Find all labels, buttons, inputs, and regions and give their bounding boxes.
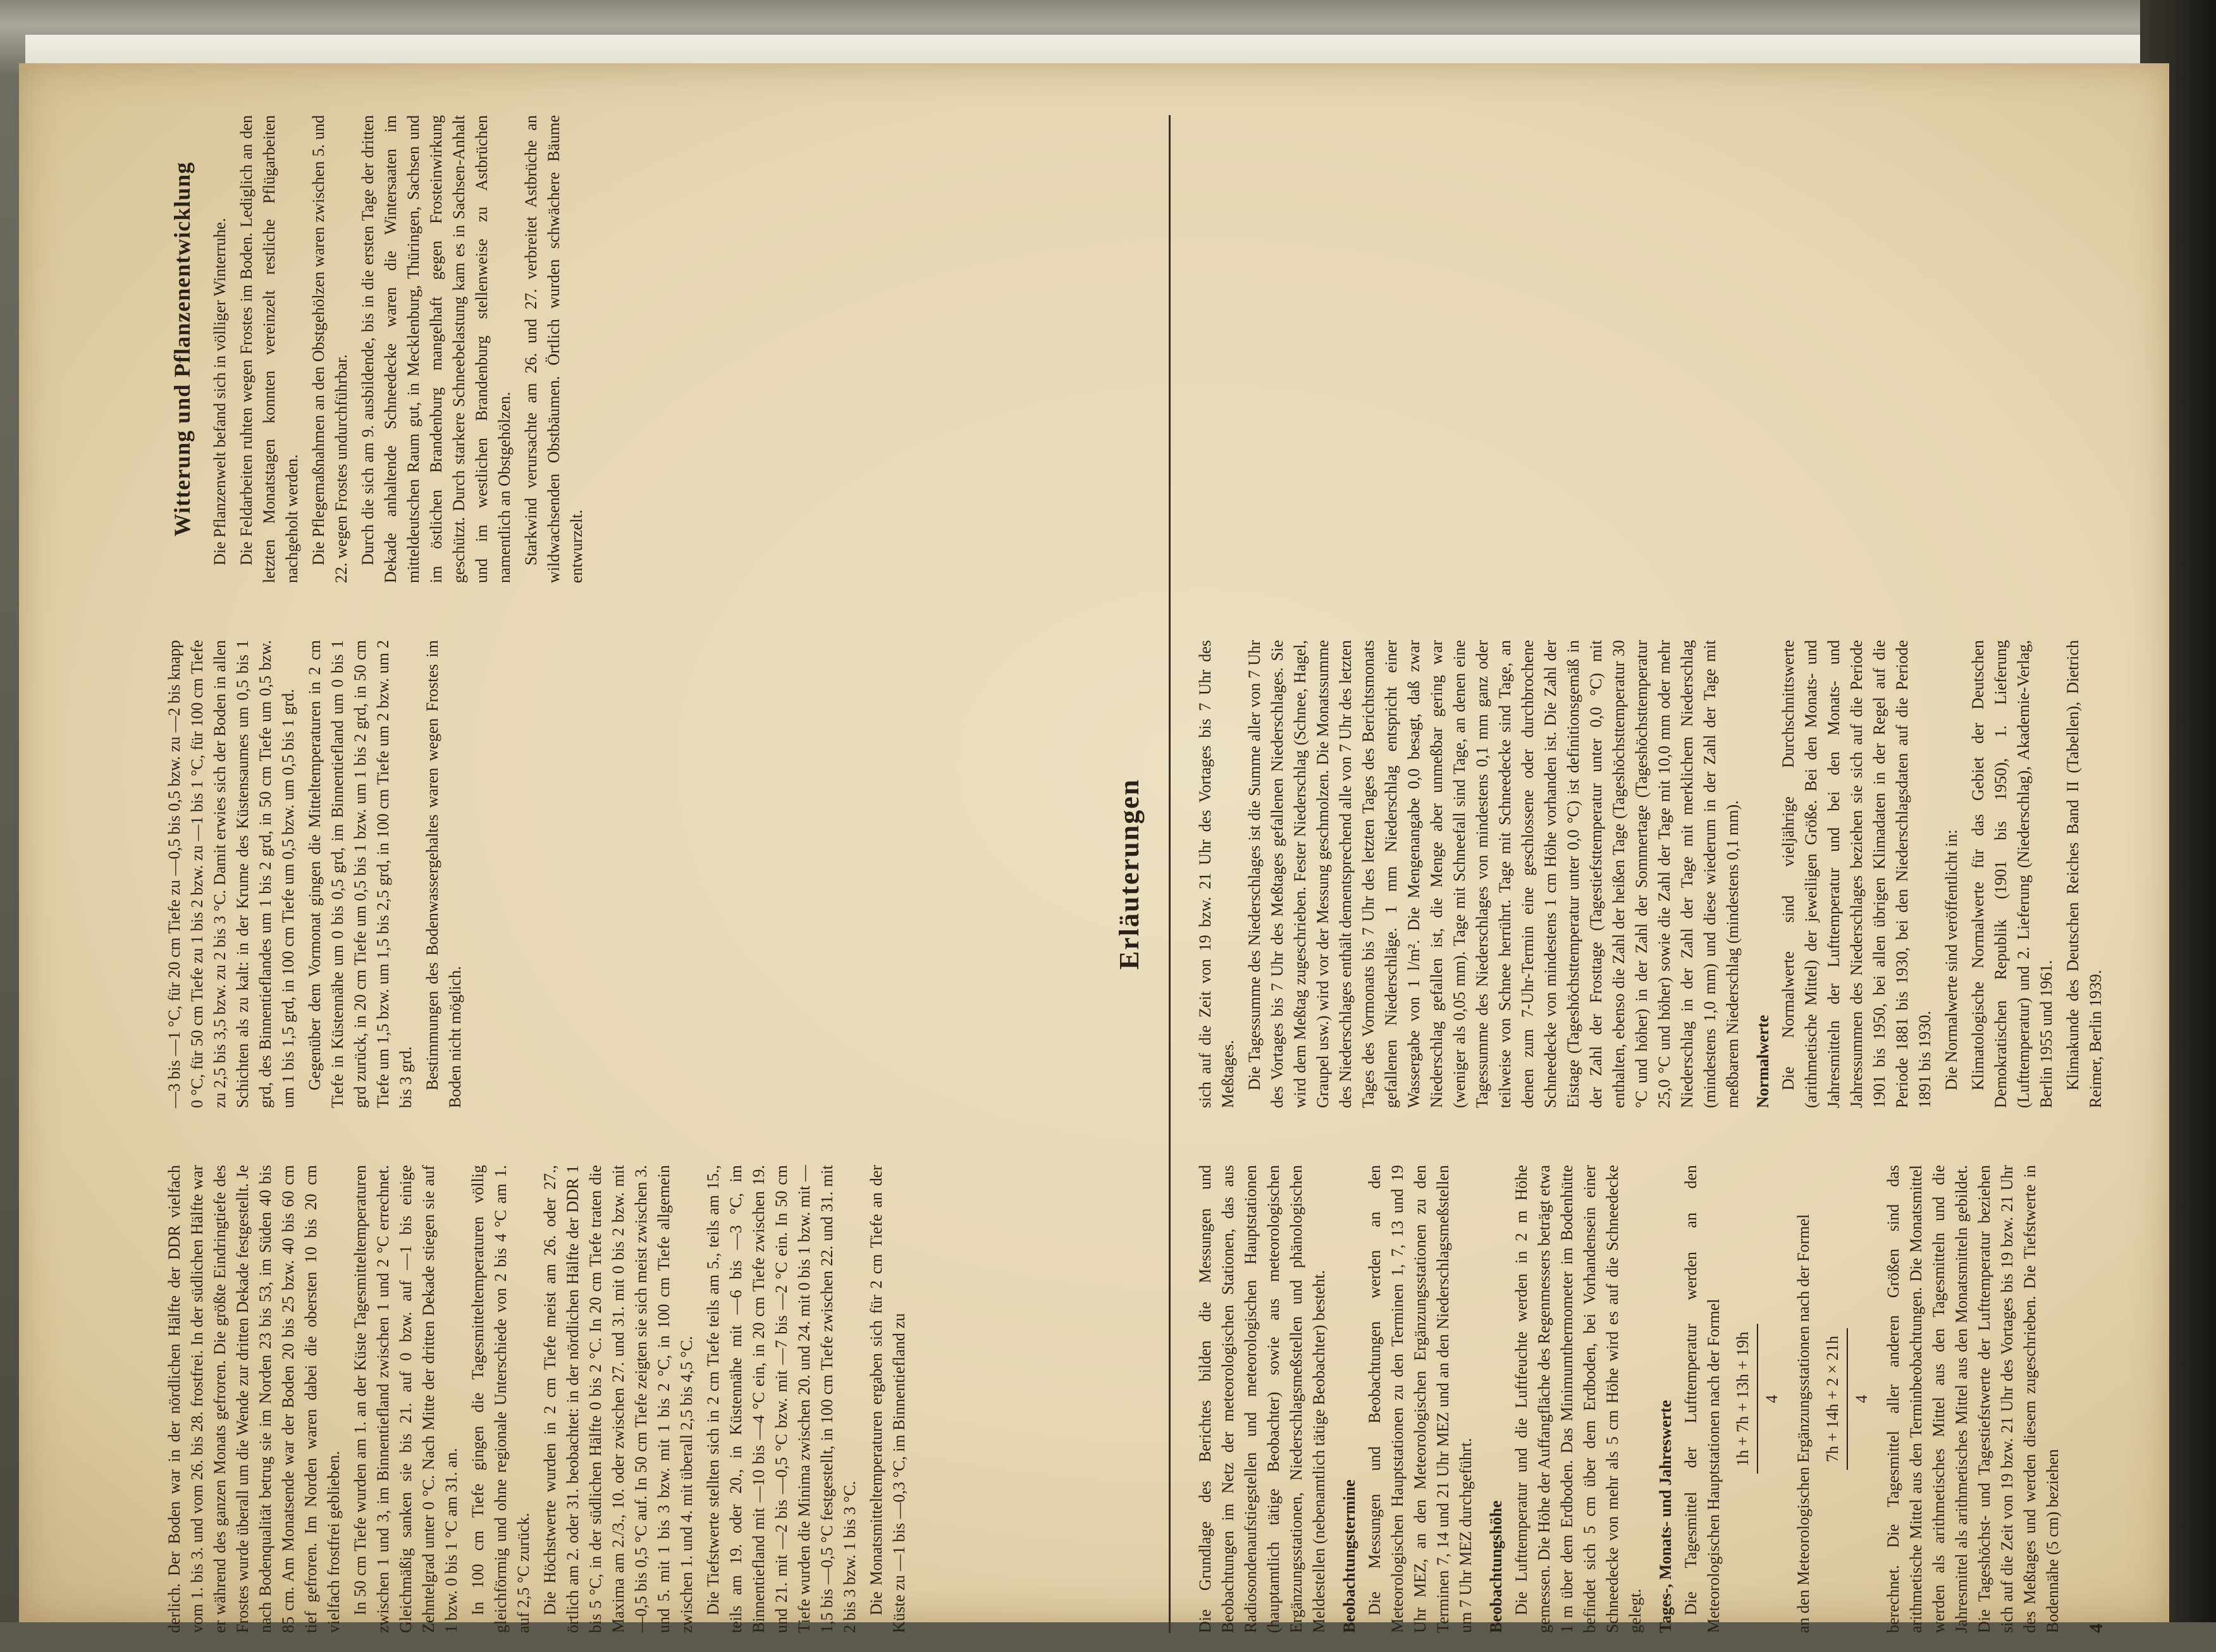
formula-ergaenzungsstationen	[1821, 1165, 1873, 1633]
page-title: Erläuterungen	[1114, 778, 1145, 970]
fraction-numerator: 1h + 7h + 13h + 19h	[1732, 1324, 1758, 1474]
section-divider	[1169, 115, 1171, 1633]
page-number: 4	[2086, 1624, 2107, 1633]
paragraph: Die Höchstwerte wurden in 2 cm Tiefe meist am 26. oder 27., örtlich am 2. oder 31. beobachtet: in der nördlichen Hälfte der DDR 1 bis 5 °C, in der südlichen Hälfte 0 bis 2 °C. In 20 cm Tiefe traten die Maxima am 2./3., 10. oder zwischen 27. und 31. mit 0 bis 2 bzw. mit —0,5 bis 0,5 °C auf. In 50 cm Tiefe zeigten sie sich meist zwischen 3. und 5. mit 1 bis 3 bzw. mit 1 bis 2 °C, in 100 cm Tiefe allgemein zwischen 1. und 4. mit überall 2,5 bis 4,5 °C.	[541, 1165, 696, 1633]
paragraph: Die Normalwerte sind vieljährige Durchschnittswerte (arithmetische Mittel) der jeweiligen Größe. Bei den Monats- und Jahresmitteln der Lufttemperatur und bei den Monats- und Jahressummen des Niederschlages beziehen sie sich auf die Periode 1901 bis 1950, bei allen übrigen Klimadaten in der Regel auf die Periode 1881 bis 1930, bei den Niederschlagsdaten auf die Periode 1891 bis 1930.	[1779, 640, 1934, 1108]
paragraph: berechnet. Die Tagesmittel aller anderen Größen sind das arithmetische Mittel aus den Terminbeobachtungen. Die Monatsmittel werden als arithmetisches Mittel aus den Tagesmitteln und die Jahresmittel als arithmetisches Mittel aus den Monatsmitteln gebildet. Die Tageshöchst- und Tagestiefstwerte der Lufttemperatur beziehen sich auf die Zeit von 19 bzw. 21 Uhr des Vortages bis 19 bzw. 21 Uhr des Meßtages und werden diesem zugeschrieben. Die Tiefstwerte in Bodennähe (5 cm) beziehen	[1884, 1165, 2062, 1633]
paragraph: Die Pflegemaßnahmen an den Obstgehölzen waren zwischen 5. und 22. wegen Frostes undurchführbar.	[309, 115, 350, 583]
rotated-page	[68, 96, 2155, 1652]
fraction-numerator: 7h + 14h + 2 × 21h	[1821, 1328, 1848, 1470]
lower-column-1	[1194, 1165, 2068, 1633]
paragraph: Bestimmungen des Bodenwassergehaltes waren wegen Frostes im Boden nicht möglich.	[423, 640, 464, 1108]
paragraph: Durch die sich am 9. ausbildende, bis in die ersten Tage der dritten Dekade anhaltende Schneedecke waren die Wintersaaten im mitteldeutschen Raum gut, in Mecklenburg, Thüringen, Sachsen und im östlichen Brandenburg mangelhaft gegen Frosteinwirkung geschützt. Durch starkere Schneebelastung kam es in Sachsen-Anhalt und im westlichen Brandenburg stellenweise zu Astbrüchen namentlich an Obstgehölzen.	[359, 115, 514, 583]
paragraph: Die Grundlage des Berichtes bilden die Messungen und Beobachtungen im Netz der meteorologischen Stationen, das aus Radiosondenaufstiegstellen und meteorologischen Hauptstationen (hauptamtlich tätige Beobachter) sowie aus meteorologischen Ergänzungsstationen, Niederschlagsmeßstellen und phänologischen Meldestellen (nebenamtlich tätige Beobachter) besteht.	[1196, 1165, 1328, 1633]
paragraph: In 50 cm Tiefe wurden am 1. an der Küste Tagesmitteltemperaturen zwischen 1 und 3, im Binnentiefland zwischen 1 und 2 °C errechnet. Gleichmäßig sanken sie bis 21. auf 0 bzw. auf —1 bis einige Zehntelgrad unter 0 °C. Nach Mitte der dritten Dekade stiegen sie auf 1 bzw. 0 bis 1 °C am 31. an.	[351, 1165, 460, 1633]
upper-column-3	[163, 115, 592, 583]
paragraph: Die Monatsmitteltemperaturen ergaben sich für 2 cm Tiefe an der Küste zu —1 bis —0,3 °C, im Binnentiefland zu	[867, 1165, 908, 1633]
paragraph: —3 bis —1 °C, für 20 cm Tiefe zu —0,5 bis 0,5 bzw. zu —2 bis knapp 0 °C, für 50 cm Tiefe zu 1 bis 2 bzw. zu —1 bis 1 °C, für 100 cm Tiefe zu 2,5 bis 3,5 bzw. zu 2 bis 3 °C. Damit erwies sich der Boden in allen Schichten als zu kalt: in der Krume des Küstensaumes um 0,5 bis 1 grd, des Binnentieflandes um 1 bis 2 grd, in 50 cm Tiefe um 0,5 bzw. um 1 bis 1,5 grd, in 100 cm Tiefe um 0,5 bzw. um 0,5 bis 1 grd.	[165, 640, 297, 1108]
paragraph: derlich. Der Boden war in der nördlichen Hälfte der DDR vielfach vom 1. bis 3. und vom 26. bis 28. frostfrei. In der südlichen Hälfte war er während des ganzen Monats gefroren. Die größte Eindringtiefe des Frostes wurde überall um die Wende zur dritten Dekade festgestellt. Je nach Bodenqualität betrug sie im Norden 23 bis 53, im Süden 40 bis 85 cm. Am Monatsende war der Boden 20 bis 25 bzw. 40 bis 60 cm tief gefroren. Im Norden waren dabei die obersten 10 bis 20 cm vielfach frostfrei geblieben.	[165, 1165, 343, 1633]
paragraph: Die Lufttemperatur und die Luftfeuchte werden in 2 m Höhe gemessen. Die Höhe der Auffangfläche des Regenmessers beträgt etwa 1 m über dem Erdboden. Das Minimumthermometer im Bodenhütte befindet sich 5 cm über dem Erdboden, bei Vorhandensein einer Schneedecke von mehr als 5 cm Höhe wird es auf die Schneedecke gelegt.	[1512, 1165, 1644, 1633]
paragraph: Starkwind verursachte am 26. und 27. verbreitet Astbrüche an wildwachsenden Obstbäumen. Örtlich wurden schwächere Bäume entwurzelt.	[522, 115, 586, 583]
paper-sheet	[19, 63, 2169, 1633]
fraction-denominator: 4	[1852, 1395, 1871, 1403]
subheading: Beobachtungstermine	[1340, 1479, 1358, 1633]
subheading: Beobachtungshöhe	[1487, 1500, 1505, 1633]
page-content	[94, 115, 2130, 1633]
fraction-denominator: 4	[1763, 1395, 1781, 1403]
formula-hauptstationen	[1732, 1165, 1783, 1633]
upper-column-2	[163, 640, 471, 1108]
fraction	[1732, 1324, 1783, 1474]
paragraph: Gegenüber dem Vormonat gingen die Mitteltemperaturen in 2 cm Tiefe in Küstennähe um 0 bis 0,5 grd, im Binnentiefland um 0 bis 1 grd zurück, in 20 cm Tiefe um 0,5 bis 1 bzw. um 1 bis 2 grd, in 50 cm Tiefe um 1,5 bzw. um 1,5 bis 2,5 grd, in 100 cm Tiefe um 2 bzw. um 2 bis 3 grd.	[305, 640, 415, 1108]
paragraph: Die Pflanzenwelt befand sich in völliger Winterruhe.	[211, 218, 229, 565]
paragraph: Klimakunde des Deutschen Reiches Band II (Tabellen), Dietrich Reimer, Berlin 1939.	[2064, 640, 2105, 1108]
paragraph: Die Normalwerte sind veröffentlicht in:	[1942, 829, 1961, 1090]
lower-column-2	[1194, 640, 2111, 1108]
paragraph: Die Feldarbeiten ruhten wegen Frostes im Boden. Lediglich an den letzten Monatstagen konnten vereinzelt restliche Pflügarbeiten nachgeholt werden.	[237, 115, 301, 583]
paragraph: an den Meteorologischen Ergänzungsstationen nach der Formel	[1794, 1214, 1813, 1633]
fraction	[1821, 1328, 1873, 1470]
paragraph: In 100 cm Tiefe gingen die Tagesmitteltemperaturen völlig gleichförmig und ohne regionale Unterschiede von 2 bis 4 °C am 1. auf 2,5 °C zurück.	[469, 1165, 532, 1633]
paragraph: Die Tiefstwerte stellten sich in 2 cm Tiefe teils am 5., teils am 15., teils am 19. oder 20., in Küstennähe mit —6 bis —3 °C, im Binnentiefland mit —10 bis —4 °C ein, in 20 cm Tiefe zwischen 19. und 21. mit —2 bis —0,5 °C bzw. mit —7 bis —2 °C ein. In 50 cm Tiefe wurden die Minima zwischen 20. und 24. mit 0 bis 1 bzw. mit —1,5 bis —0,5 °C festgestellt, in 100 cm Tiefe zwischen 22. und 31. mit 2 bis 3 bzw. 1 bis 3 °C.	[704, 1165, 859, 1633]
paragraph: sich auf die Zeit von 19 bzw. 21 Uhr des Vortages bis 7 Uhr des Meßtages.	[1196, 640, 1237, 1108]
upper-column-1	[163, 1165, 914, 1633]
paragraph: Klimatologische Normalwerte für das Gebiet der Deutschen Demokratischen Republik (1901 bis 1950), 1. Lieferung (Lufttemperatur) und 2. Lieferung (Niederschlag), Akademie-Verlag, Berlin 1955 und 1961.	[1969, 640, 2055, 1108]
paragraph: Die Tagessumme des Niederschlages ist die Summe aller von 7 Uhr des Vortages bis 7 Uhr des Meßtages gefallenen Niederschlages. Sie wird dem Meßtag zugeschrieben. Fester Niederschlag (Schnee, Hagel, Graupel usw.) wird vor der Messung geschmolzen. Die Monatssumme des Niederschlages enthält dementsprechend alle von 7 Uhr des letzten Tages des Vormonats bis 7 Uhr des letzten Tages des Berichtsmonats gefallenen Niederschläge. 1 mm Niederschlag entspricht einer Wassergabe von 1 l/m². Die Mengenangabe 0,0 besagt, daß zwar Niederschlag gefallen ist, die Menge aber unmeßbar gering war (weniger als 0,05 mm). Tage mit Schneefall sind Tage, an denen eine Tagessumme des Niederschlages von mindestens 0,1 mm ganz oder teilweise von Schnee herrührt. Tage mit Schneedecke sind Tage, an denen zum 7-Uhr-Termin eine geschlossene oder durchbrochene Schneedecke von mindestens 1 cm Höhe vorhanden ist. Die Zahl der Eistage (Tageshöchsttemperatur unter 0,0 °C) ist definitionsgemäß in der Zahl der Frosttage (Tagestiefsttemperatur unter 0,0 °C) mit enthalten, ebenso die Zahl der heißen Tage (Tageshöchsttemperatur 30 °C und höher) in der Zahl der Sommertage (Tageshöchsttemperatur 25,0 °C und höher) sowie die Zahl der Tage mit 10,0 mm oder mehr Niederschlag in der Zahl der Tage mit merklichem Niederschlag (mindestens 1,0 mm) und diese wiederum in der Zahl der Tage mit meßbarem Niederschlag (mindestens 0,1 mm).	[1245, 640, 1742, 1108]
section-heading: Witterung und Pflanzenentwicklung	[169, 161, 195, 537]
paragraph: Die Messungen und Beobachtungen werden an den Meteorologischen Hauptstationen zu den Terminen 1, 7, 13 und 19 Uhr MEZ, an den Meteorologischen Ergänzungsstationen zu den Terminen 7, 14 und 21 Uhr MEZ und an den Niederschlagsmeßstellen um 7 Uhr MEZ durchgeführt.	[1365, 1165, 1475, 1633]
subheading: Tages-, Monats- und Jahreswerte	[1656, 1400, 1675, 1633]
paragraph: Die Tagesmittel der Lufttemperatur werden an den Meteorologischen Hauptstationen nach der Formel	[1682, 1165, 1723, 1633]
subheading: Normalwerte	[1754, 1014, 1772, 1108]
